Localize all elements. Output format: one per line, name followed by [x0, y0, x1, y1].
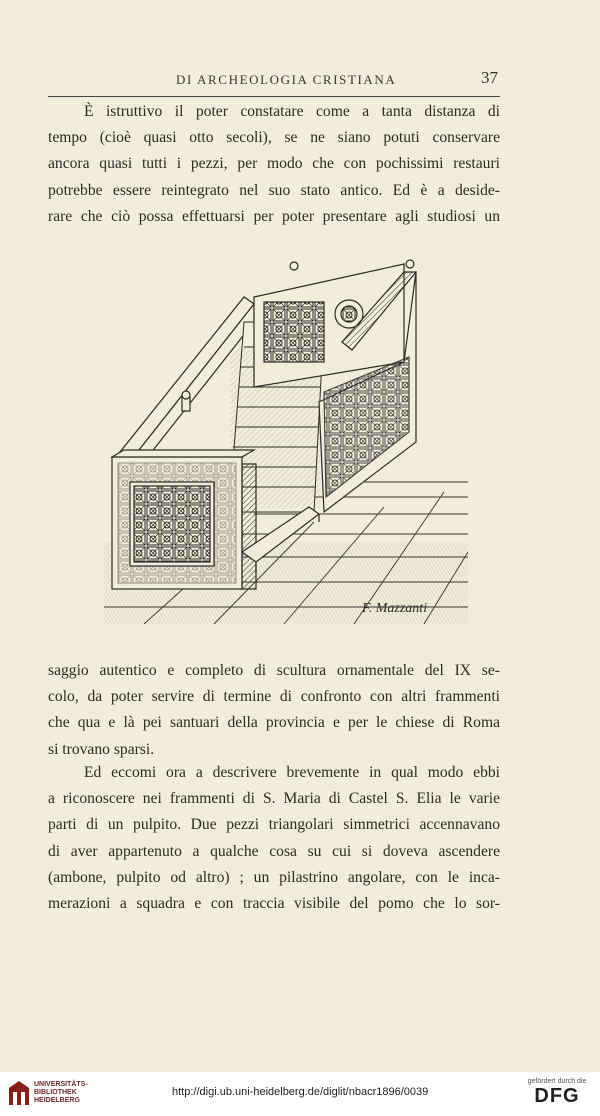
paragraph-2: [48, 658, 500, 763]
pulpit-illustration: [104, 252, 468, 628]
front-panel: [112, 450, 256, 589]
running-title: DI ARCHEOLOGIA CRISTIANA: [176, 72, 397, 87]
university-library-logo-icon: [8, 1080, 30, 1106]
digitization-footer: [0, 1072, 600, 1116]
text-line: merazioni a squadra e con traccia visibile del pomo che lo sor-: [48, 895, 500, 913]
page-number: 37: [481, 68, 498, 87]
sponsor-label: gefördert durch die: [527, 1078, 587, 1085]
paragraph-1: [48, 99, 500, 230]
text-line: colo, da poter servire di termine di confronto con altri frammenti: [48, 688, 500, 706]
institution-line: BIBLIOTHEK: [34, 1089, 77, 1096]
text-line: È istruttivo il poter constatare come a tanta distanza di: [84, 103, 500, 120]
text-line: a riconoscere nei frammenti di S. Maria di Castel S. Elia le varie: [48, 790, 500, 808]
text-line: si trovano sparsi.: [48, 740, 155, 758]
page-header: [48, 70, 500, 97]
artist-signature: F. Mazzanti: [362, 601, 428, 616]
text-line: saggio autentico e completo di scultura ornamentale del IX se-: [48, 662, 500, 679]
text-line: rare che ciò possa effettuarsi per poter presentare agli studiosi un: [48, 207, 500, 225]
text-line: potrebbe essere reintegrato nel suo stato antico. Ed è a deside-: [48, 181, 500, 199]
text-line: di aver appartenuto a qualche cosa su cui si doveva ascendere: [48, 842, 500, 860]
text-line: Ed eccomi ora a descrivere brevemente in qual modo ebbi: [84, 764, 500, 781]
permalink-url[interactable]: http://digi.ub.uni-heidelberg.de/diglit/nbacr1896/0039: [172, 1086, 429, 1098]
text-line: parti di un pulpito. Due pezzi triangolari simmetrici accennavano: [48, 816, 500, 834]
text-line: ancora quasi tutti i pezzi, per modo che con pochissimi restauri: [48, 155, 500, 173]
text-line: tempo (cioè quasi otto secoli), se ne siano potuti conservare: [48, 129, 500, 147]
institution-line: UNIVERSITÄTS-: [34, 1081, 88, 1088]
text-line: (ambone, pulpito od altro) ; un pilastrino angolare, con le inca-: [48, 868, 500, 886]
dfg-logo: DFG: [534, 1085, 580, 1107]
institution-name: [34, 1081, 88, 1105]
paragraph-3: [48, 760, 500, 917]
institution-line: HEIDELBERG: [34, 1097, 80, 1104]
text-line: che qua e là pei santuari della provincia e per le chiese di Roma: [48, 714, 500, 732]
sponsor-block: [522, 1078, 592, 1107]
